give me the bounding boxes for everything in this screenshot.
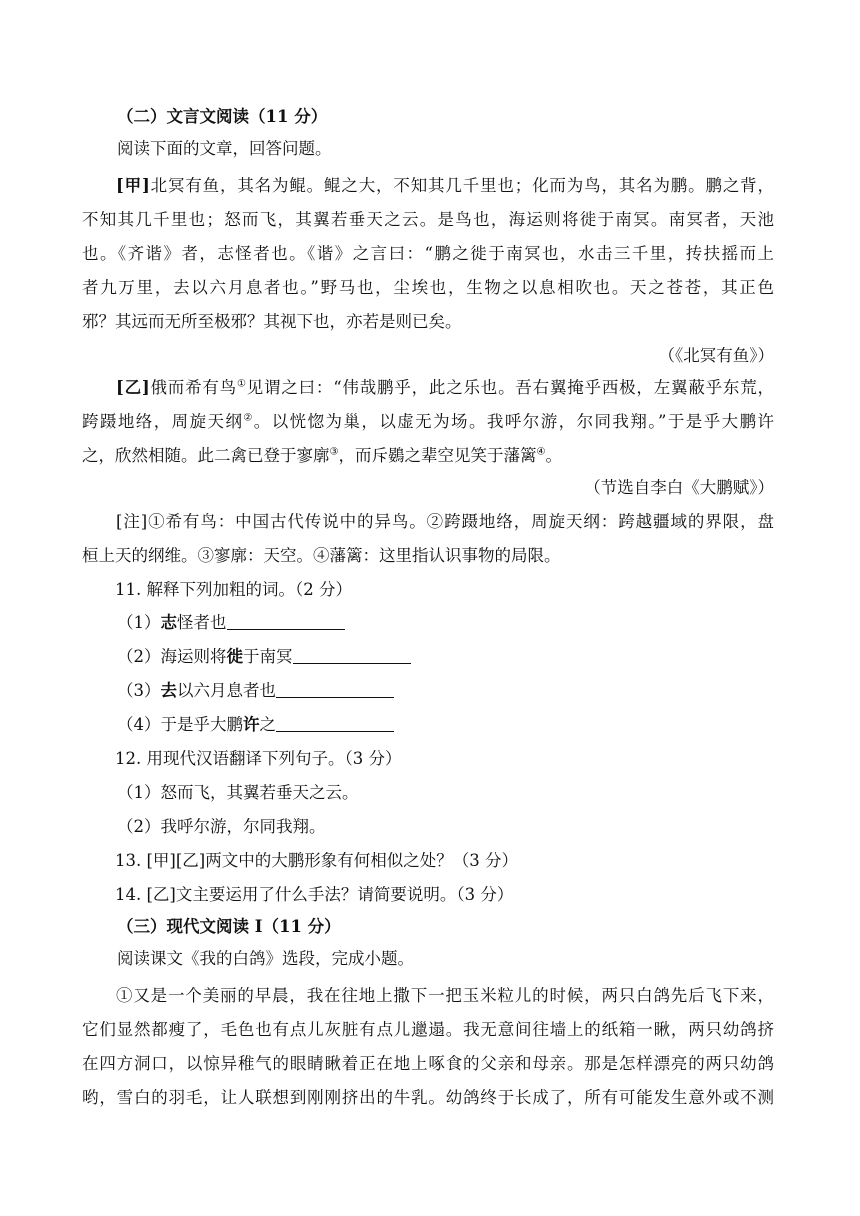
notes-line: [注]①希有鸟：中国古代传说中的异鸟。②跨蹑地络，周旋天纲：跨越疆域的界限，盘 <box>116 512 774 531</box>
passage-line: 它们显然都瘦了，毛色也有点儿灰脏有点儿邋遢。我无意间往墙上的纸箱一瞅，两只幼鸽挤 <box>82 1020 774 1039</box>
instruction: 阅读课文《我的白鸽》选段，完成小题。 <box>117 949 414 968</box>
answer-blank[interactable] <box>293 649 411 664</box>
q12-item: （2）我呼尔游，尔同我翔。 <box>117 817 326 836</box>
source-jia: （《北冥有鱼》） <box>658 346 774 365</box>
passage-yi-line: [乙]俄而希有鸟①见谓之曰：“伟哉鹏乎，此之乐也。吾右翼掩乎西极，左翼蔽乎东荒， <box>116 378 774 397</box>
q11-item: （2）海运则将徙于南冥 <box>117 647 411 667</box>
passage-jia-line: [甲]北冥有鱼，其名为鲲。鲲之大，不知其几千里也；化而为鸟，其名为鹏。鹏之背， <box>116 176 774 195</box>
passage-line: 在四方洞口，以惊异稚气的眼睛瞅着正在地上啄食的父亲和母亲。那是怎样漂亮的两只幼鸽 <box>82 1054 774 1073</box>
passage-jia-line: 邪？其远而无所至极邪？其视下也，亦若是则已矣。 <box>82 312 462 331</box>
passage-yi-line: 跨蹑地络，周旋天纲②。以恍惚为巢，以虚无为场。我呼尔游，尔同我翔。”于是乎大鹏许 <box>82 412 775 431</box>
notes-line: 桓上天的纲维。③寥廓：天空。④藩篱：这里指认识事物的局限。 <box>82 546 561 565</box>
q12-item: （1）怒而飞，其翼若垂天之云。 <box>117 783 359 802</box>
q11-item: （1）志怪者也 <box>117 613 345 633</box>
label-yi: [乙] <box>116 378 150 397</box>
section-heading-classical: （二）文言文阅读（11 分） <box>117 107 328 126</box>
question-14: 14. [乙]文主要运用了什么手法？请简要说明。（3 分） <box>115 885 514 904</box>
question-12: 12. 用现代汉语翻译下列句子。（3 分） <box>115 749 402 768</box>
answer-blank[interactable] <box>227 615 345 630</box>
question-11: 11. 解释下列加粗的词。（2 分） <box>115 580 352 599</box>
passage-jia-line: 也。《齐谐》者，志怪者也。《谐》之言曰：“鹏之徙于南冥也，水击三千里，抟扶摇而上 <box>82 244 774 263</box>
q11-item: （3）去以六月息者也 <box>117 681 394 701</box>
instruction: 阅读下面的文章，回答问题。 <box>117 139 332 158</box>
question-13: 13. [甲][乙]两文中的大鹏形象有何相似之处？（3 分） <box>115 851 518 870</box>
passage-jia-line: 者九万里，去以六月息者也。”野马也，尘埃也，生物之以息相吹也。天之苍苍，其正色 <box>82 278 774 297</box>
passage-line: ①又是一个美丽的早晨，我在往地上撒下一把玉米粒儿的时候，两只白鸽先后飞下来， <box>116 986 774 1005</box>
source-yi: （节选自李白《大鹏赋》） <box>584 478 774 497</box>
q11-item: （4）于是乎大鹏许之 <box>117 715 394 735</box>
label-jia: [甲] <box>116 176 150 195</box>
answer-blank[interactable] <box>276 683 394 698</box>
section-heading-modern: （三）现代文阅读 I（11 分） <box>117 917 341 936</box>
passage-jia-line: 不知其几千里也；怒而飞，其翼若垂天之云。是鸟也，海运则将徙于南冥。南冥者，天池 <box>82 210 774 229</box>
passage-yi-line: 之，欣然相随。此二禽已登于寥廓③，而斥鷃之辈空见笑于藩篱④。 <box>82 446 562 465</box>
answer-blank[interactable] <box>276 717 394 732</box>
passage-line: 哟，雪白的羽毛，让人联想到刚刚挤出的牛乳。幼鸽终于长成了，所有可能发生意外或不测 <box>82 1088 774 1107</box>
